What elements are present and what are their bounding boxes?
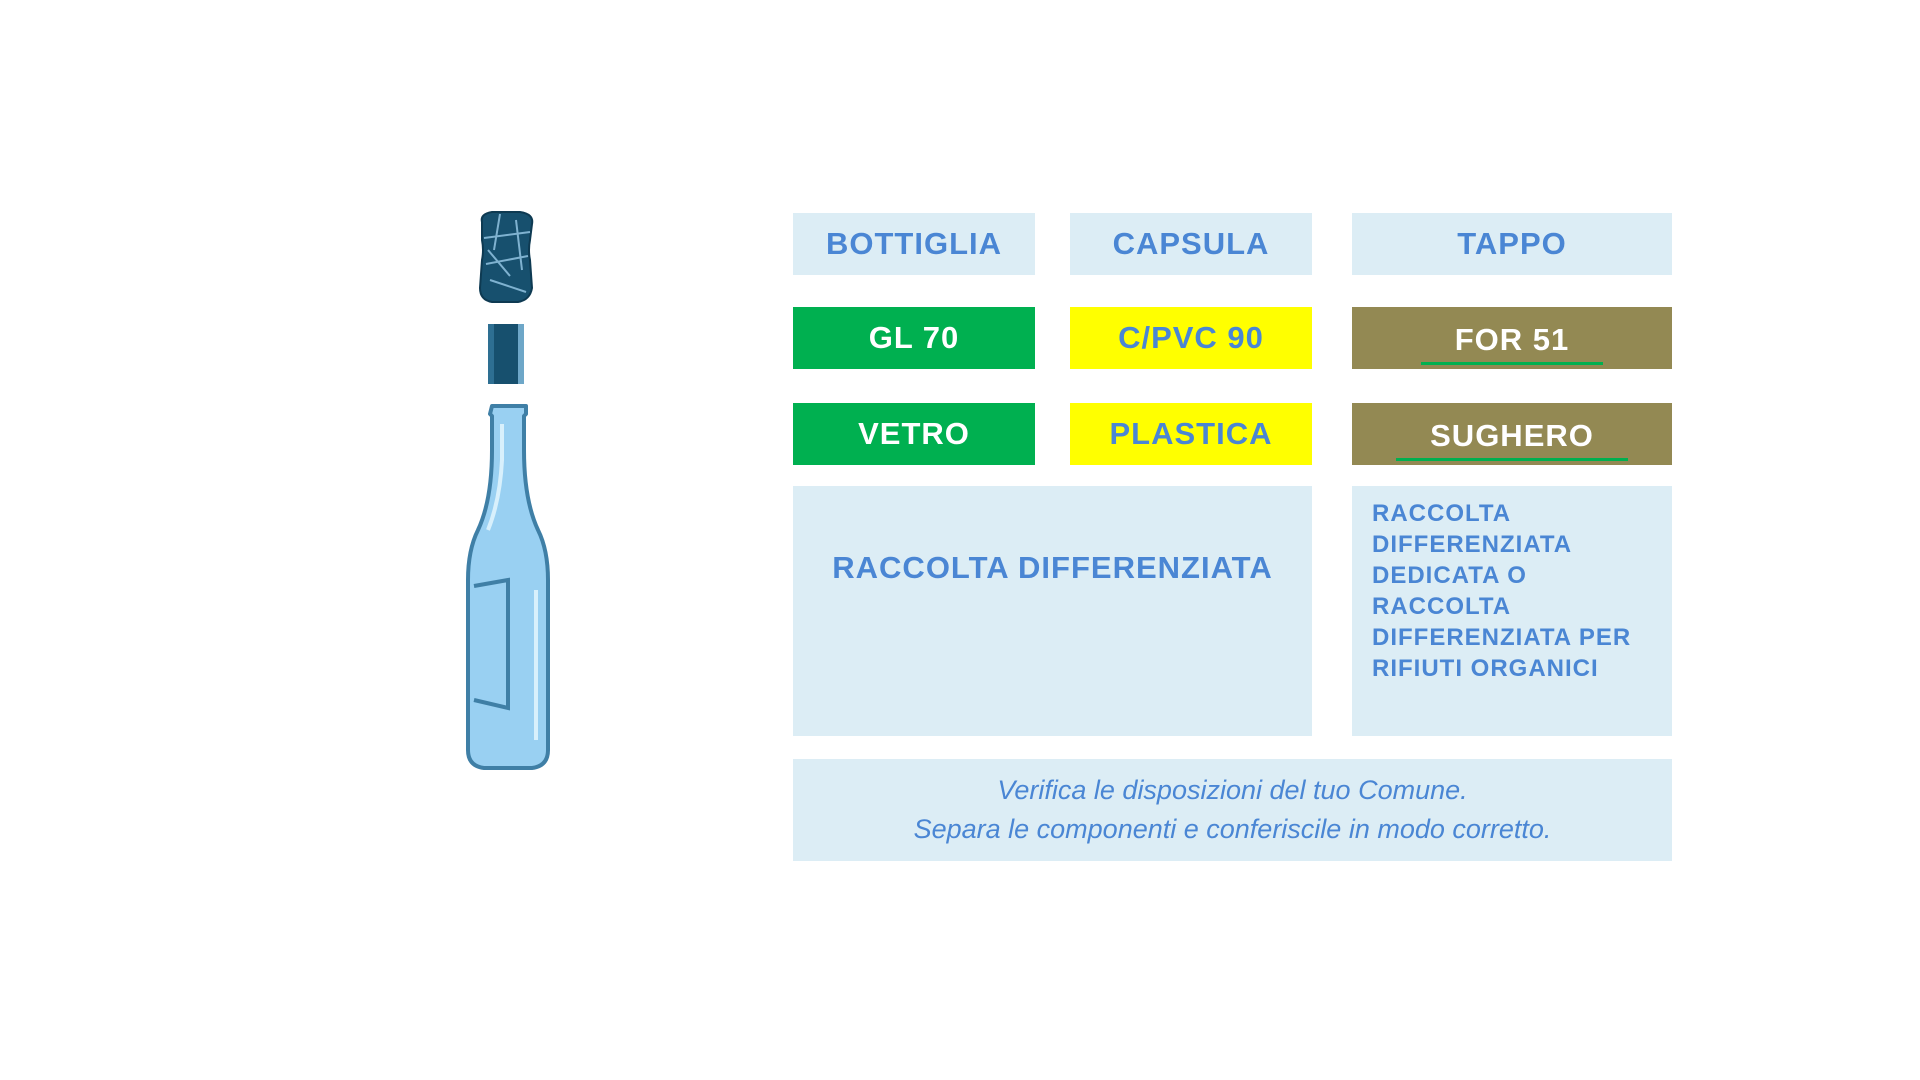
disposal-note bbox=[793, 759, 1672, 861]
cork-icon bbox=[480, 212, 532, 302]
disposal-cap-line: RIFIUTI ORGANICI bbox=[1372, 655, 1599, 682]
material-capsule: PLASTICA bbox=[1070, 403, 1312, 465]
disposal-cap bbox=[1352, 486, 1672, 736]
disposal-cap-line: RACCOLTA bbox=[1372, 500, 1512, 527]
code-capsule: C/PVC 90 bbox=[1070, 307, 1312, 369]
header-bottle: BOTTIGLIA bbox=[793, 213, 1035, 275]
material-bottle: VETRO bbox=[793, 403, 1035, 465]
glass-bottle-icon bbox=[468, 406, 548, 768]
material-cap-label: SUGHERO bbox=[1396, 418, 1628, 461]
disposal-cap-line: DIFFERENZIATA bbox=[1372, 531, 1573, 558]
header-capsule: CAPSULA bbox=[1070, 213, 1312, 275]
note-line-1: Verifica le disposizioni del tuo Comune. bbox=[997, 775, 1468, 805]
disposal-cap-line: RACCOLTA bbox=[1372, 593, 1512, 620]
disposal-main: RACCOLTA DIFFERENZIATA bbox=[793, 486, 1312, 736]
wine-bottle-with-cork-icon bbox=[430, 210, 570, 770]
disposal-cap-line: DEDICATA O bbox=[1372, 562, 1527, 589]
disposal-cap-line: DIFFERENZIATA PER bbox=[1372, 624, 1632, 651]
code-cap bbox=[1352, 307, 1672, 369]
code-cap-label: FOR 51 bbox=[1421, 322, 1604, 365]
code-bottle: GL 70 bbox=[793, 307, 1035, 369]
capsule-icon bbox=[488, 324, 524, 384]
note-line-2: Separa le componenti e conferiscile in modo corretto. bbox=[913, 814, 1552, 844]
header-cap: TAPPO bbox=[1352, 213, 1672, 275]
material-cap bbox=[1352, 403, 1672, 465]
bottle-illustration bbox=[430, 210, 570, 770]
